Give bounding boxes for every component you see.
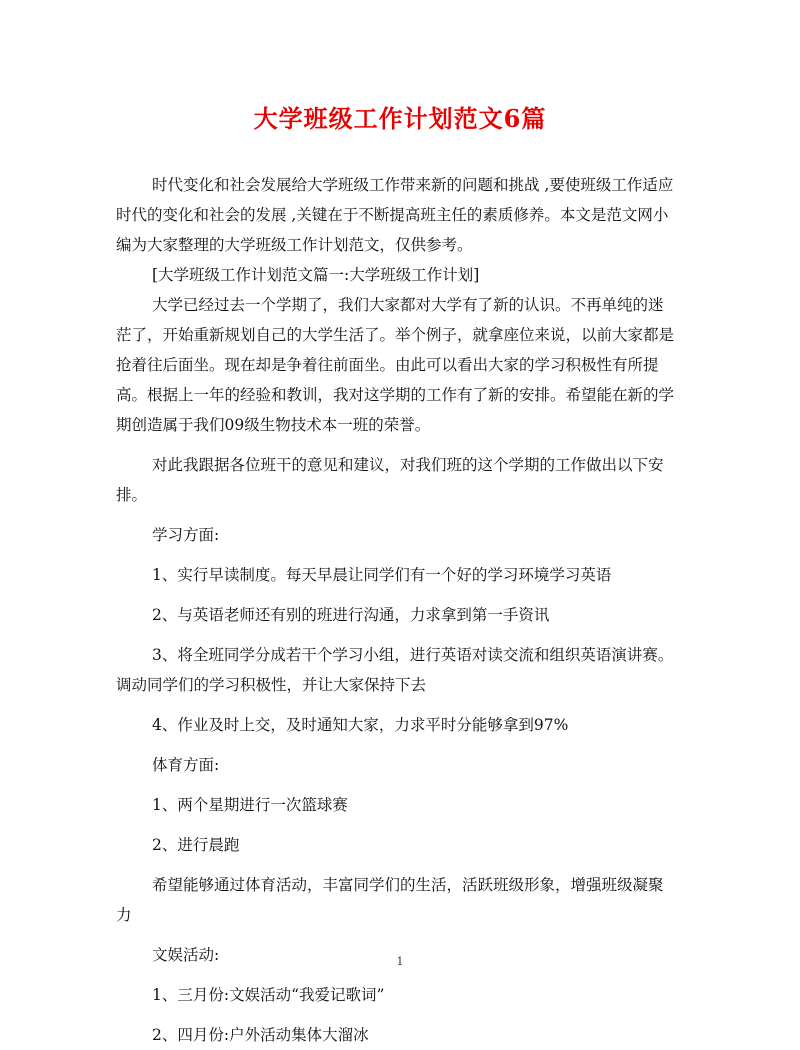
list-item: 1、三月份:文娱活动“我爱记歌词” xyxy=(152,986,385,1004)
subheading-sports: 体育方面: xyxy=(152,756,220,774)
list-item: 2、进行晨跑 xyxy=(152,836,240,854)
document-body xyxy=(116,170,676,1050)
body-paragraph: 希望能够通过体育活动，丰富同学们的生活，活跃班级形象，增强班级凝聚力 xyxy=(116,876,664,924)
section-heading: [大学班级工作计划范文篇一:大学班级工作计划] xyxy=(152,266,480,284)
list-item: 1、实行早读制度。每天早晨让同学们有一个好的学习环境学习英语 xyxy=(152,566,612,584)
body-paragraph: 对此我跟据各位班干的意见和建议，对我们班的这个学期的工作做出以下安排。 xyxy=(116,456,664,504)
body-paragraph: 大学已经过去一个学期了，我们大家都对大学有了新的认识。不再单纯的迷茫了，开始重新规划自己的大学生活了。举个例子，就拿座位来说，以前大家都是抢着往后面坐。现在却是争着往前面坐。由此可以看出大家的学习积极性有所提高。根据上一年的经验和教训，我对这学期的工作有了新的安排。希望能在新的学期创造属于我们09级生物技术本一班的荣誉。 xyxy=(116,296,675,434)
list-item: 3、将全班同学分成若干个学习小组，进行英语对读交流和组织英语演讲赛。调动同学们的学习积极性，并让大家保持下去 xyxy=(116,646,674,694)
document-title: 大学班级工作计划范文6篇 xyxy=(253,104,547,133)
intro-paragraph: 时代变化和社会发展给大学班级工作带来新的问题和挑战 ,要使班级工作适应时代的变化和社会的发展 ,关键在于不断提高班主任的素质修养。本文是范文网小编为大家整理的大学班级工作计划范文，仅供参考。 xyxy=(116,176,674,254)
list-item: 2、与英语老师还有别的班进行沟通，力求拿到第一手资讯 xyxy=(152,606,550,624)
subheading-study: 学习方面: xyxy=(152,526,220,544)
subheading-entertainment: 文娱活动: xyxy=(152,946,220,964)
list-item: 1、两个星期进行一次篮球赛 xyxy=(152,796,348,814)
list-item: 4、作业及时上交，及时通知大家，力求平时分能够拿到97% xyxy=(152,716,569,734)
page-number: 1 xyxy=(396,955,404,968)
list-item: 2、四月份:户外活动集体大溜冰 xyxy=(152,1026,369,1044)
